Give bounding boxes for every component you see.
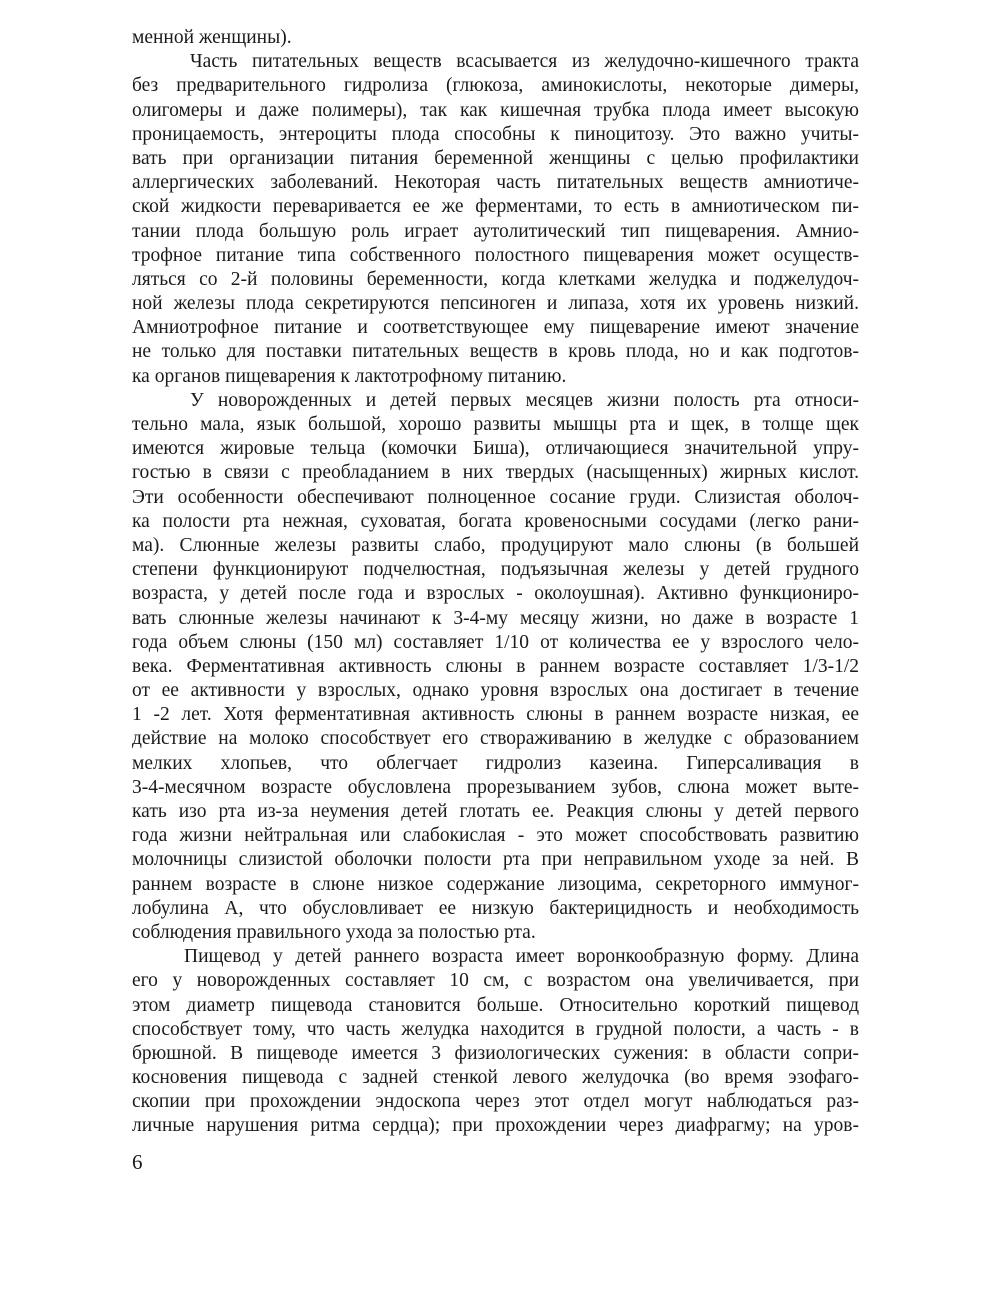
text-line: вать слюнные железы начинают к 3-4-му месяцу жизни, но даже в возрасте 1 xyxy=(132,607,859,629)
paragraph-nutrition xyxy=(132,50,859,389)
text-line: возраста, у детей после года и взрослых - околоушная). Активно функциониро- xyxy=(132,583,859,605)
text-line: способствует тому, что часть желудка находится в грудной полости, а часть - в xyxy=(132,1018,859,1040)
text-line: действие на молоко способствует его створаживанию в желудке с образованием xyxy=(132,728,859,750)
text-line: вать при организации питания беременной женщины с целью профилактики xyxy=(132,147,859,169)
text-line: 3-4-месячном возрасте обусловлена прорезыванием зубов, слюна может выте- xyxy=(132,776,859,798)
text-line: степени функционируют подчелюстная, подъязычная железы у детей грудного xyxy=(132,559,859,581)
text-line: этом диаметр пищевода становится больше. Относительно короткий пищевод xyxy=(132,994,859,1016)
text-line: ма). Слюнные железы развиты слабо, продуцируют мало слюны (в большей xyxy=(132,534,859,556)
document-body xyxy=(132,26,859,1139)
text-line: трофное питание типа собственного полостного пищеварения может осуществ- xyxy=(132,244,859,266)
text-line: ской жидкости переваривается ее же ферментами, то есть в амниотическом пи- xyxy=(132,196,859,218)
text-line: его у новорожденных составляет 10 см, с возрастом она увеличивается, при xyxy=(132,970,859,992)
text-line: гостью в связи с преобладанием в них твердых (насыщенных) жирных кислот. xyxy=(132,462,859,484)
text-line: соблюдения правильного ухода за полостью рта. xyxy=(132,921,536,943)
text-line: 1 -2 лет. Хотя ферментативная активность слюны в раннем возрасте низкая, ее xyxy=(132,704,859,726)
text-line: проницаемость, энтероциты плода способны к пиноцитозу. Это важно учиты- xyxy=(132,123,859,145)
text-line: олигомеры и даже полимеры), так как кишечная трубка плода имеет высокую xyxy=(132,99,859,121)
text-line: тельно мала, язык большой, хорошо развиты мышцы рта и щек, в толще щек xyxy=(132,414,859,435)
text-line: года жизни нейтральная или слабокислая - это может способствовать развитию xyxy=(132,825,859,847)
page-number: 6 xyxy=(132,1150,143,1174)
text-line: Часть питательных веществ всасывается из желудочно-кишечного тракта xyxy=(190,51,859,73)
text-line: молочницы слизистой оболочки полости рта при неправильном уходе за ней. В xyxy=(132,849,859,871)
text-line: года объем слюны (150 мл) составляет 1/10 от количества ее у взрослого чело- xyxy=(132,631,859,653)
text-line: аллергических заболеваний. Некоторая часть питательных веществ амниотиче- xyxy=(132,172,859,194)
paragraph-continuation xyxy=(132,26,859,50)
paragraph-esophagus xyxy=(132,945,859,1139)
text-line: века. Ферментативная активность слюны в раннем возрасте составляет 1/3-1/2 xyxy=(132,655,859,677)
text-line: скопии при прохождении эндоскопа через этот отдел могут наблюдаться раз- xyxy=(132,1091,859,1113)
text-line: ляться со 2-й половины беременности, когда клетками желудка и поджелудоч- xyxy=(132,268,859,290)
text-line: Амниотрофное питание и соответствующее ему пищеварение имеют значение xyxy=(132,317,859,339)
text-line: ка полости рта нежная, суховатая, богата кровеносными сосудами (легко рани- xyxy=(132,510,859,532)
text-line: лобулина А, что обусловливает ее низкую бактерицидность и необходимость xyxy=(132,897,859,919)
text-line: брюшной. В пищеводе имеется 3 физиологических сужения: в области сопри- xyxy=(132,1042,859,1064)
paragraph-oral-cavity xyxy=(132,389,859,945)
text-line: тании плода большую роль играет аутолитический тип пищеварения. Амнио- xyxy=(132,220,859,242)
text-line: ка органов пищеварения к лактотрофному питанию. xyxy=(132,365,567,387)
text-line: Пищевод у детей раннего возраста имеет воронкообразную форму. Длина xyxy=(184,946,859,968)
text-line: без предварительного гидролиза (глюкоза, аминокислоты, некоторые димеры, xyxy=(132,75,859,97)
text-line: менной женщины). xyxy=(132,27,292,48)
text-line: от ее активности у взрослых, однако уровня взрослых она достигает в течение xyxy=(132,680,859,702)
text-line: раннем возрасте в слюне низкое содержание лизоцима, секреторного иммуног- xyxy=(132,873,859,895)
text-line: личные нарушения ритма сердца); при прохождении через диафрагму; на уров- xyxy=(132,1115,859,1137)
text-line: кать изо рта из-за неумения детей глотать ее. Реакция слюны у детей первого xyxy=(132,801,859,822)
text-line: имеются жировые тельца (комочки Биша), отличающиеся значительной упру- xyxy=(132,438,859,460)
text-line: У новорожденных и детей первых месяцев жизни полость рта относи- xyxy=(190,389,859,411)
text-line: мелких хлопьев, что облегчает гидролиз казеина. Гиперсаливация в xyxy=(132,752,859,774)
text-line: не только для поставки питательных веществ в кровь плода, но и как подготов- xyxy=(132,341,859,363)
text-line: ной железы плода секретируются пепсиноген и липаза, хотя их уровень низкий. xyxy=(132,293,859,315)
text-line: косновения пищевода с задней стенкой левого желудочка (во время эзофаго- xyxy=(132,1067,859,1089)
text-line: Эти особенности обеспечивают полноценное сосание груди. Слизистая оболоч- xyxy=(132,486,859,508)
